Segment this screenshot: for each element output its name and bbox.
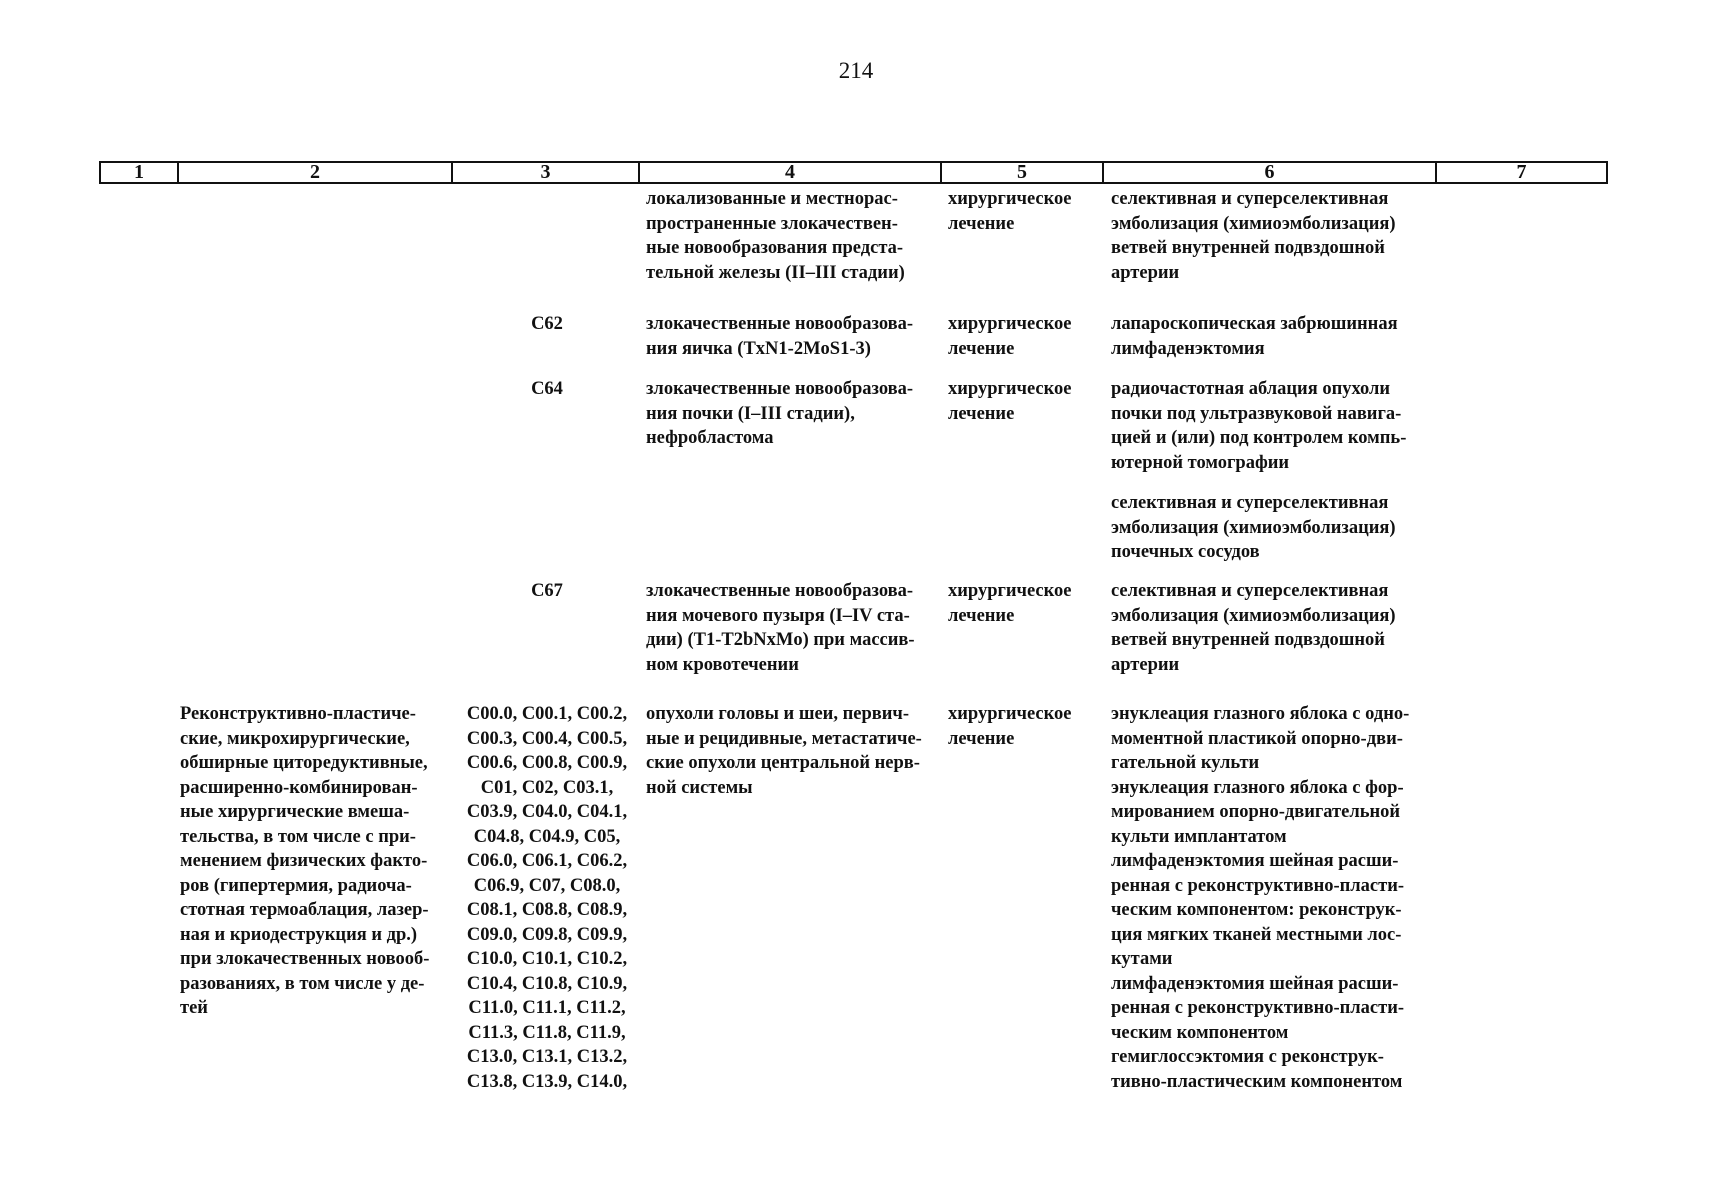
text-line: эмболизация (химиоэмболизация) [1111, 605, 1396, 626]
text-line: тивно-пластическим компонентом [1111, 1071, 1403, 1092]
text-line: ной системы [646, 777, 753, 798]
text-line: гемиглоссэктомия с реконструк- [1111, 1047, 1384, 1067]
row-5-diagnosis [646, 702, 936, 800]
text-line: ров (гипертермия, радиоча- [180, 875, 412, 896]
text-line: ческим компонентом [1111, 1022, 1289, 1043]
text-line: C11.0, C11.1, C11.2, [468, 998, 626, 1018]
text-line: ютерной томографии [1111, 452, 1290, 473]
text-line: C11.3, C11.8, C11.9, [468, 1022, 626, 1043]
text-line: ная и криодеструкция и др.) [180, 924, 418, 945]
text-line: тельства, в том числе с при- [180, 826, 416, 847]
column-header-2: 2 [179, 163, 453, 182]
text-line: ренная с реконструктивно-пласти- [1111, 875, 1405, 896]
text-line: C67 [531, 581, 563, 601]
text-line: ческим компонентом: реконструк- [1111, 900, 1402, 920]
text-line: лечение [948, 338, 1015, 359]
text-line: селективная и суперселективная [1111, 189, 1389, 209]
text-line: селективная и суперселективная [1111, 581, 1389, 601]
text-line: C06.9, C07, C08.0, [473, 875, 621, 896]
row-3-method-1 [1111, 377, 1431, 475]
text-line: лечение [948, 728, 1015, 749]
row-3-method-2 [1111, 491, 1431, 565]
text-line: моментной пластикой опорно-дви- [1111, 728, 1403, 749]
text-line: обширные циторедуктивные, [180, 753, 428, 773]
text-line: тельной железы (II–III стадии) [646, 262, 905, 283]
text-line: C00.0, C00.1, C00.2, [466, 704, 628, 724]
text-line: почки под ультразвуковой навига- [1111, 403, 1402, 424]
row-3-diagnosis [646, 377, 936, 451]
text-line: ция мягких тканей местными лос- [1111, 924, 1402, 945]
row-3-treatment [948, 377, 1098, 426]
text-line: при злокачественных новооб- [180, 949, 430, 969]
text-line: C04.8, C04.9, C05, [473, 826, 621, 847]
text-line: ские опухоли центральной нерв- [646, 753, 920, 773]
text-line: хирургическое [948, 314, 1072, 334]
text-line: ные новообразования предста- [646, 238, 904, 258]
text-line: радиочастотная аблация опухоли [1111, 379, 1391, 399]
text-line: почечных сосудов [1111, 542, 1260, 562]
text-line: ные хирургические вмеша- [180, 802, 410, 822]
text-line: ния яичка (TxN1-2MoS1-3) [646, 338, 871, 359]
text-line: гательной культи [1111, 753, 1260, 773]
text-line: разованиях, в том числе у де- [180, 973, 425, 994]
row-1-diagnosis [646, 187, 936, 285]
text-line: C09.0, C09.8, C09.9, [466, 924, 628, 945]
text-line: хирургическое [948, 189, 1072, 209]
page-number: 214 [838, 58, 874, 83]
text-line: кутами [1111, 949, 1173, 969]
row-4-code [453, 579, 641, 604]
text-line: C00.6, C00.8, C00.9, [466, 753, 628, 773]
text-line: пространенные злокачествен- [646, 213, 898, 234]
text-line: локализованные и местнорас- [646, 189, 898, 209]
text-line: C64 [531, 379, 563, 399]
row-2-code [453, 312, 641, 337]
row-2-treatment [948, 312, 1098, 361]
row-1-method [1111, 187, 1431, 285]
text-line: ные и рецидивные, метастатиче- [646, 728, 922, 749]
row-5-method [1111, 702, 1431, 1094]
text-line: C10.4, C10.8, C10.9, [466, 973, 628, 994]
row-4-diagnosis [646, 579, 936, 677]
text-line: ветвей внутренней подвздошной [1111, 238, 1385, 258]
text-line: Реконструктивно-пластиче- [180, 704, 416, 724]
text-line: эмболизация (химиоэмболизация) [1111, 517, 1396, 538]
text-line: C13.0, C13.1, C13.2, [466, 1047, 628, 1067]
text-line: ния почки (I–III стадии), [646, 403, 855, 424]
row-5-treatment [948, 702, 1098, 751]
text-line: лечение [948, 403, 1015, 424]
text-line: цией и (или) под контролем компь- [1111, 428, 1407, 448]
text-line: ренная с реконструктивно-пласти- [1111, 998, 1405, 1018]
text-line: C10.0, C10.1, C10.2, [466, 949, 628, 969]
text-line: C13.8, C13.9, C14.0, [466, 1071, 628, 1092]
text-line: тей [180, 998, 208, 1018]
text-line: лечение [948, 605, 1015, 626]
text-line: C08.1, C08.8, C08.9, [466, 900, 628, 920]
text-line: злокачественные новообразова- [646, 581, 914, 601]
column-header-7: 7 [1516, 161, 1527, 183]
row-5-group [180, 702, 440, 1021]
row-3-code [453, 377, 641, 402]
text-line: селективная и суперселективная [1111, 493, 1389, 513]
row-2-diagnosis [646, 312, 936, 361]
row-1-treatment [948, 187, 1098, 236]
text-line: хирургическое [948, 379, 1072, 399]
text-line: злокачественные новообразова- [646, 314, 914, 334]
column-header-3: 3 [453, 163, 640, 182]
text-line: культи имплантатом [1111, 826, 1287, 847]
text-line: лимфаденэктомия [1111, 338, 1265, 359]
text-line: нефробластома [646, 428, 774, 448]
column-header-5: 5 [942, 163, 1104, 182]
column-header-4: 4 [640, 163, 942, 182]
text-line: ния мочевого пузыря (I–IV ста- [646, 605, 910, 626]
text-line: лечение [948, 213, 1015, 234]
text-line: расширенно-комбинирован- [180, 777, 418, 798]
text-line: ветвей внутренней подвздошной [1111, 630, 1385, 650]
column-header-6: 6 [1104, 163, 1437, 182]
text-line: ские, микрохирургические, [180, 728, 410, 749]
text-line: хирургическое [948, 704, 1072, 724]
text-line: хирургическое [948, 581, 1072, 601]
text-line: стотная термоаблация, лазер- [180, 900, 429, 920]
text-line: ном кровотечении [646, 654, 799, 675]
text-line: лапароскопическая забрюшинная [1111, 314, 1398, 334]
text-line: дии) (T1-T2bNxMo) при массив- [646, 630, 915, 650]
text-line: злокачественные новообразова- [646, 379, 914, 399]
text-line: C01, C02, C03.1, [480, 777, 614, 798]
row-4-method [1111, 579, 1431, 677]
text-line: лимфаденэктомия шейная расши- [1111, 851, 1399, 871]
text-line: энуклеация глазного яблока с фор- [1111, 777, 1404, 798]
text-line: энуклеация глазного яблока с одно- [1111, 704, 1410, 724]
row-4-treatment [948, 579, 1098, 628]
text-line: C00.3, C00.4, C00.5, [466, 728, 628, 749]
column-header-1: 1 [101, 163, 179, 182]
text-line: опухоли головы и шеи, первич- [646, 704, 909, 724]
text-line: C62 [531, 314, 563, 334]
text-line: артерии [1111, 262, 1180, 283]
text-line: C03.9, C04.0, C04.1, [466, 802, 628, 822]
row-5-code [453, 702, 641, 1094]
text-line: артерии [1111, 654, 1180, 675]
text-line: менением физических факто- [180, 851, 428, 871]
row-2-method [1111, 312, 1431, 361]
table-header-row [99, 161, 1608, 184]
text-line: эмболизация (химиоэмболизация) [1111, 213, 1396, 234]
text-line: лимфаденэктомия шейная расши- [1111, 973, 1399, 994]
text-line: C06.0, C06.1, C06.2, [466, 851, 628, 871]
text-line: мированием опорно-двигательной [1111, 802, 1401, 822]
